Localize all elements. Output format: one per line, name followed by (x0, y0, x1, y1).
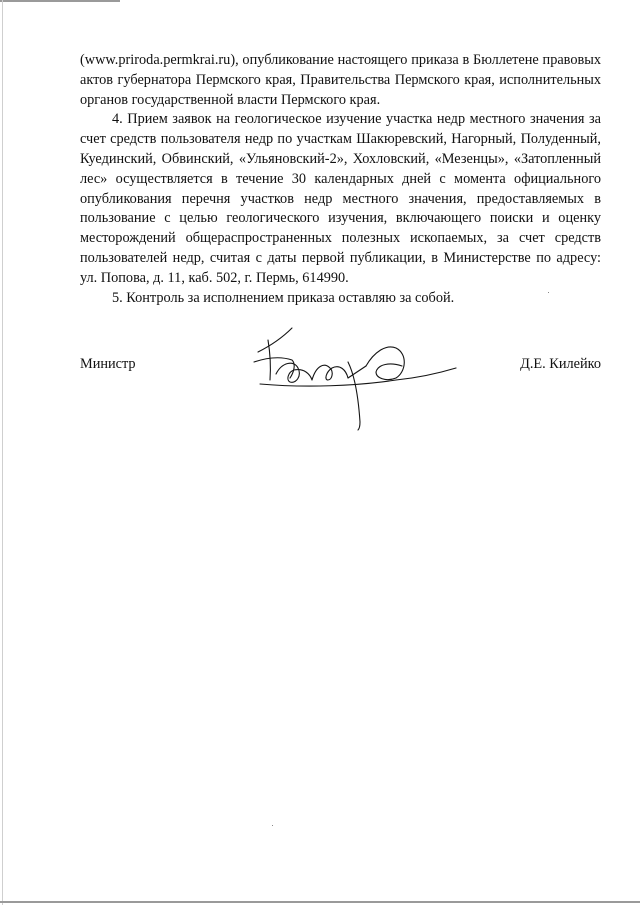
signer-name: Д.Е. Килейко (520, 356, 601, 372)
paragraph-publication: (www.priroda.permkrai.ru), опубликование настоящего приказа в Бюллетене правовых актов губернатора Пермского края, Правительства Пермского края, исполнительных органов государственной власти Пермского края. (80, 52, 601, 108)
scan-edge-left (2, 0, 3, 905)
scan-speck (548, 292, 549, 293)
handwritten-signature (246, 322, 476, 432)
scan-speck (272, 825, 273, 826)
scan-edge-top (0, 0, 120, 2)
paragraph-item-4: 4. Прием заявок на геологическое изучение участка недр местного значения за счет средств пользователя недр по участкам Шакюревский, Нагорный, Полуденный, Куединский, Обвинский, «Ульяновский-2», Хохловский, «Мезенцы», «Затопленный лес» осуществляется в течение 30 календарных дней с момента официального опубликования перечня участков недр местного значения, предоставляемых в пользование с целью геологического изучения, включающего поиски и оценку месторождений общераспространенных полезных ископаемых, за счет средств пользователей недр, считая с даты первой публикации, в Министерстве по адресу: ул. Попова, д. 11, каб. 502, г. Пермь, 614990. (80, 111, 601, 286)
paragraph-item-5: 5. Контроль за исполнением приказа оставляю за собой. (112, 289, 455, 306)
position-title: Министр (80, 356, 136, 372)
scan-edge-bottom (0, 901, 640, 903)
document-body (80, 51, 601, 308)
